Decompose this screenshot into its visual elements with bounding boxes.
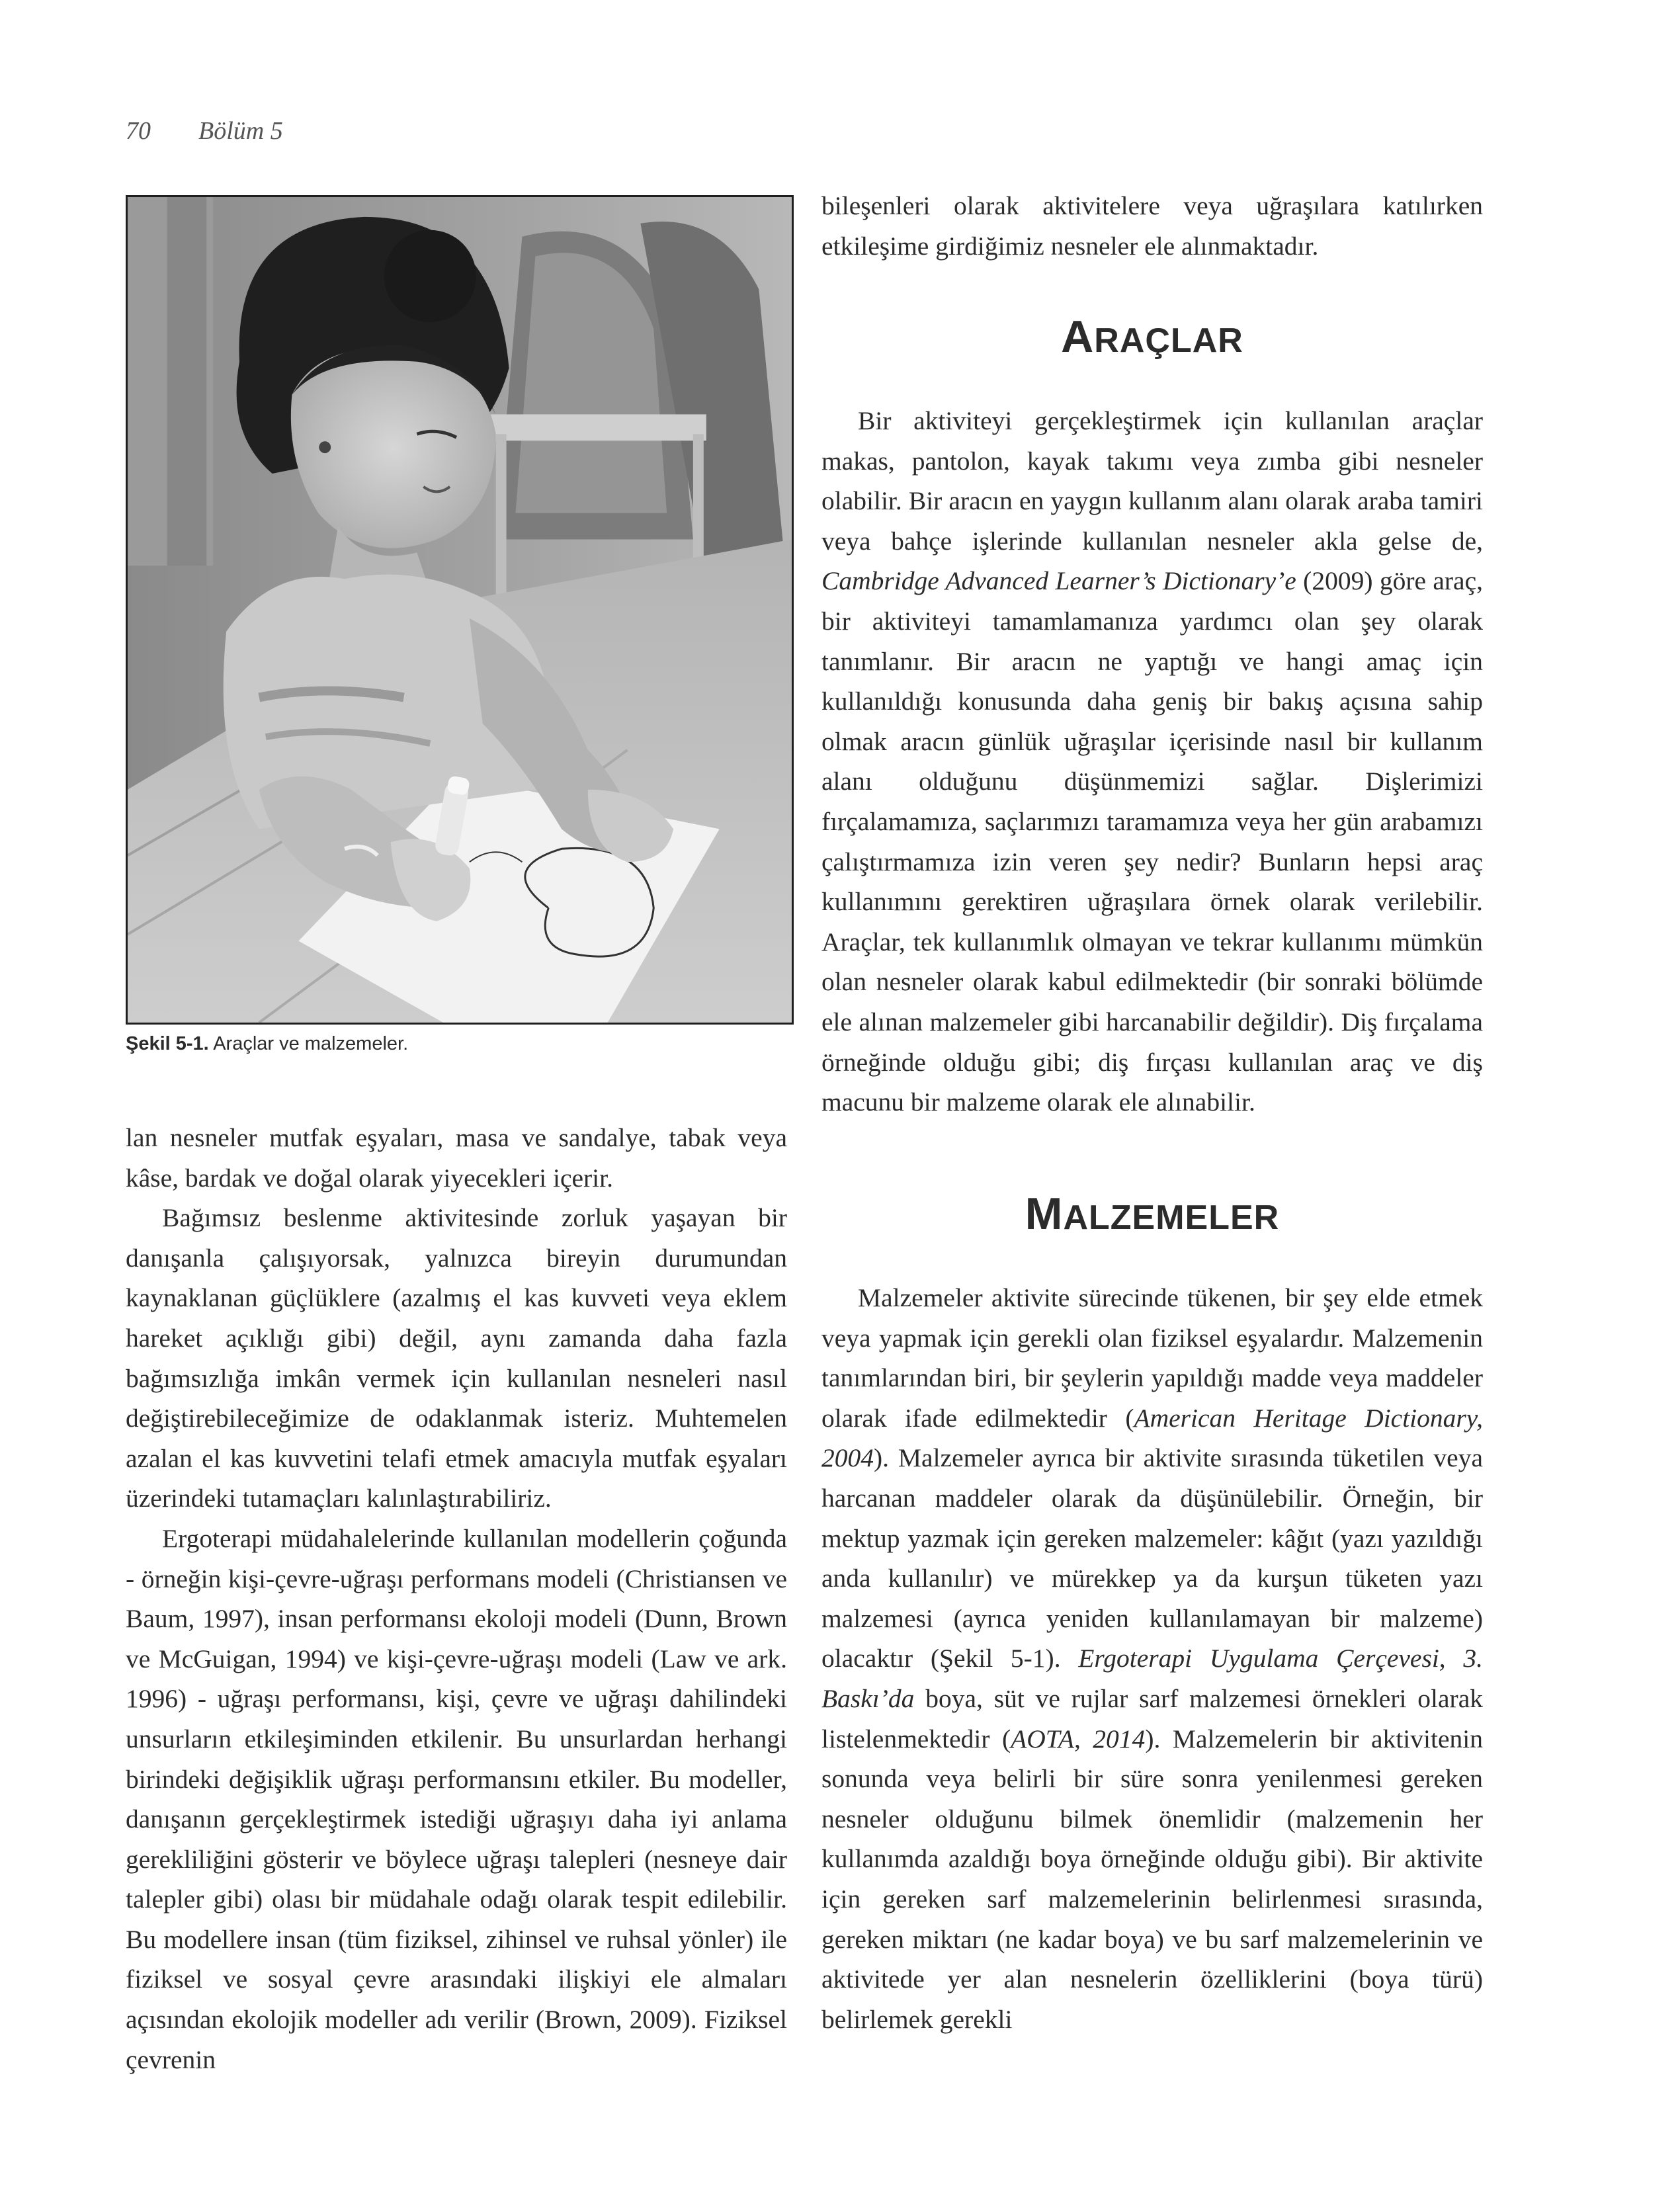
section-heading-malzemeler xyxy=(821,1188,1483,1240)
paragraph xyxy=(821,401,1483,1122)
paragraph: lan nesneler mutfak eşyaları, masa ve sandalye, tabak veya kâse, bardak ve doğal olarak yiyecekleri içerir. xyxy=(126,1123,787,1193)
heading-rest: RAÇLAR xyxy=(1094,321,1243,360)
running-head xyxy=(126,116,283,146)
text-run: ). Malzemelerin bir aktivitenin sonunda veya belirli bir süre sonra yenilenmesi gereken nesneler olduğunu bilmek önemlidir (malzemenin her kullanımda azaldığı boya örneğinde olduğu gibi). Bir aktivite için gereken sarf malzemelerinin belirlenmesi sırasında, gereken miktarı (ne kadar boya) ve bu sarf malzemelerinin ve aktivitede yer alan nesnelerin özelliklerini (boya türü) belirlemek gerekli xyxy=(821,1724,1483,2034)
paragraph: Ergoterapi müdahalelerinde kullanılan modellerin çoğunda - örneğin kişi-çevre-uğraşı performans modeli (Christiansen ve Baum, 1997), insan performansı ekoloji modeli (Dunn, Brown ve McGuigan, 1994) ve kişi-çevre-uğraşı modeli (Law ve ark. 1996) - uğraşı performansı, kişi, çevre ve uğraşı dahilindeki unsurların etkileşiminden etkilenir. Bu unsurlardan herhangi birindeki değişiklik uğraşı performansını etkiler. Bu modeller, danışanın gerçekleştirmek istediği uğraşıyı daha iyi anlama gerekliliğini gösterir ve böylece uğraşı talepleri (nesneye dair talepler gibi) olası bir müdahale odağı olarak tespit edilebilir. Bu modellere insan (tüm fiziksel, zihinsel ve ruhsal yönler) ile fiziksel ve sosyal çevre arasındaki ilişkiyi ele almaları açısından ekolojik modeller adı verilir (Brown, 2009). Fiziksel çevrenin xyxy=(126,1523,787,2074)
paragraph: Bağımsız beslenme aktivitesinde zorluk yaşayan bir danışanla çalışıyorsak, yalnızca bireyin durumundan kaynaklanan güçlüklere (azalmış el kas kuvveti veya eklem hareket açıklığı gibi) değil, aynı zamanda daha fazla bağımsızlığa imkân vermek için kullanılan nesneleri nasıl değiştirebileceğimize de odaklanmak isteriz. Muhtemelen azalan el kas kuvvetini telafi etmek amacıyla mutfak eşyaları üzerindeki tutamaçları kalınlaştırabiliriz. xyxy=(126,1203,787,1513)
paragraph: bileşenleri olarak aktivitelere veya uğraşılara katılırken etkileşime girdiğimiz nesneler ele alınmaktadır. xyxy=(821,191,1483,261)
malzemeler-section-text xyxy=(821,1278,1483,2039)
italic-reference: American Heritage Dictionary, 2004 xyxy=(821,1403,1483,1473)
paragraph xyxy=(821,1278,1483,2039)
italic-reference: Ergoterapi Uygulama Çerçevesi, 3. Baskı’da xyxy=(821,1644,1483,1713)
child-drawing-photo xyxy=(128,197,792,1023)
text-run: (2009) göre araç, bir aktiviteyi tamamlamanıza yardımcı olan şey olarak tanımlanır. Bir aracın ne yaptığı ve hangi amaç için kullanıldığı konusunda daha geniş bir bakış açısına sahip olmak aracın günlük uğraşılar içerisinde nasıl bir kullanım alanı olduğunu düşünmemizi sağlar. Dişlerimizi fırçalamamıza, saçlarımızı taramamıza veya her gün arabamızı çalıştırmamıza izin veren şey nedir? Bunların hepsi araç kullanımını gerektiren uğraşılara örnek olarak verilebilir. Araçlar, tek kullanımlık olmayan ve tekrar kullanımı mümkün olan nesneler olarak kabul edilmektedir (bir sonraki bölümde ele alınan malzemeler gibi harcanabilir değildir). Diş fırçalama örneğinde olduğu gibi; diş fırçası kullanılan araç ve diş macunu bir malzeme olarak ele alınabilir. xyxy=(821,566,1483,1117)
figure-caption-text: Araçlar ve malzemeler. xyxy=(208,1033,409,1054)
section-heading-araclar xyxy=(821,311,1483,362)
heading-rest: ALZEMELER xyxy=(1063,1199,1280,1237)
heading-initial: A xyxy=(1061,312,1095,362)
text-run: Malzemeler aktivite sürecinde tükenen, bir şey elde etmek veya yapmak için gerekli olan fiziksel eşyalardır. Malzemenin tanımlarından biri, bir şeylerin yapıldığı madde veya maddeler olarak ifade edilmektedir ( xyxy=(821,1283,1483,1433)
right-column-intro xyxy=(821,186,1483,266)
figure-photo xyxy=(126,195,794,1025)
italic-reference: Cambridge Advanced Learner’s Dictionary’e xyxy=(821,566,1296,596)
text-run: ). Malzemeler ayrıca bir aktivite sırasında tüketilen veya harcanan maddeler olarak da düşünülebilir. Örneğin, bir mektup yazmak için gereken malzemeler: kâğıt (yazı yazıldığı anda kullanılır) ve mürekkep ya da kurşun tüketen yazı malzemesi (ayrıca yeniden kullanılamayan bir malzeme) olacaktır (Şekil 5-1). xyxy=(821,1443,1483,1673)
figure-caption xyxy=(126,1033,794,1055)
text-run: boya, süt ve rujlar sarf malzemesi örnekleri olarak listelenmektedir ( xyxy=(821,1683,1483,1753)
araclar-section-text xyxy=(821,401,1483,1122)
heading-initial: M xyxy=(1025,1189,1064,1239)
page-number: 70 xyxy=(126,117,151,145)
italic-reference: AOTA, 2014 xyxy=(1011,1724,1146,1753)
figure-label: Şekil 5-1. xyxy=(126,1033,209,1054)
text-run: Bir aktiviteyi gerçekleştirmek için kullanılan araçlar makas, pantolon, kayak takımı veya zımba gibi nesneler olabilir. Bir aracın en yaygın kullanım alanı olarak araba tamiri veya bahçe işlerinde kullanılan nesneler akla gelse de, xyxy=(821,406,1483,556)
left-column xyxy=(126,1118,787,2080)
chapter-title: Bölüm 5 xyxy=(198,117,283,145)
